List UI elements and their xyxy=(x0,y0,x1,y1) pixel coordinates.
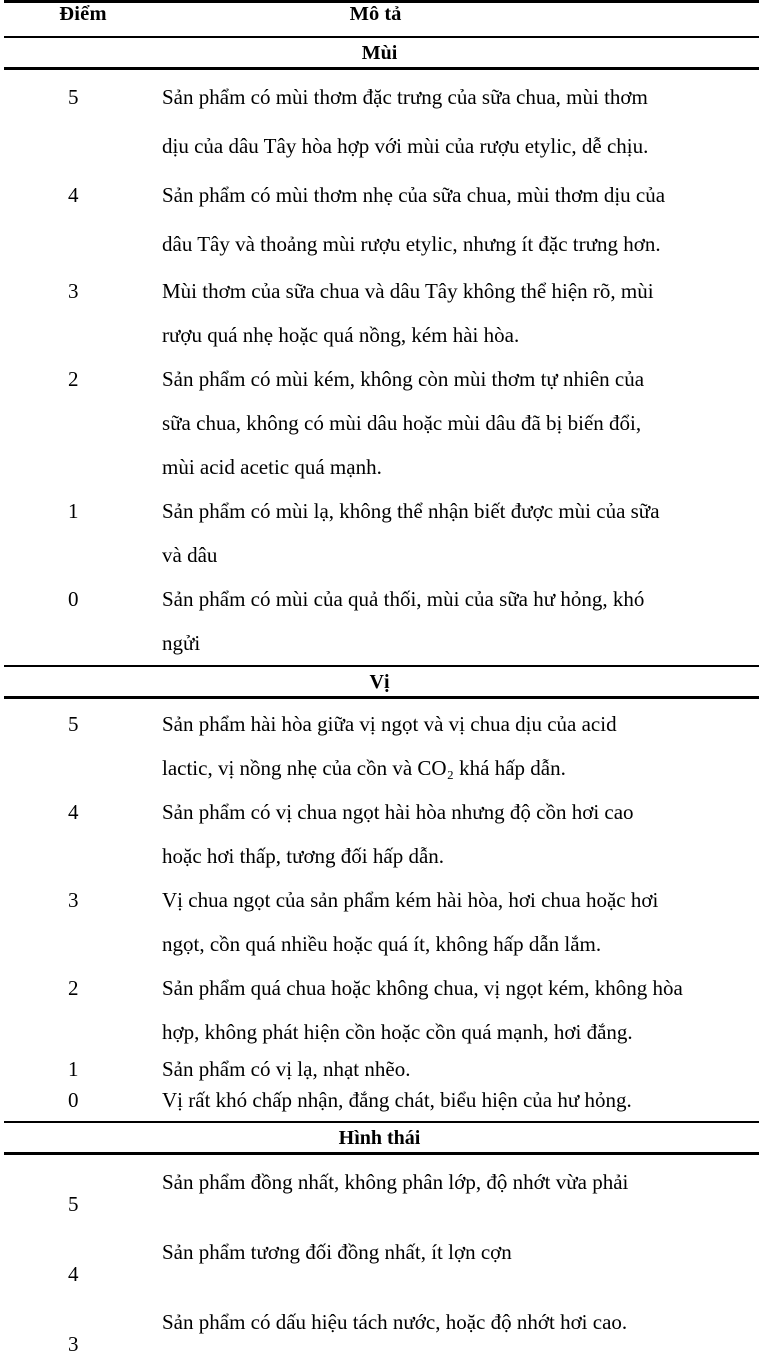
table-row xyxy=(4,269,759,357)
row-score: 3 xyxy=(68,278,79,303)
table-header-row xyxy=(4,3,759,36)
row-score: 5 xyxy=(68,711,79,736)
table-row xyxy=(4,1298,759,1368)
section-header-smell-label: Mùi xyxy=(361,42,398,64)
row-score: 3 xyxy=(68,887,79,912)
row-line: dịu của dâu Tây hòa hợp với mùi của rượu etylic, dễ chịu. xyxy=(162,133,649,158)
row-line: Sản phẩm có mùi kém, không còn mùi thơm tự nhiên của xyxy=(162,366,645,391)
sensory-scoring-table xyxy=(4,0,759,1368)
row-line: ngửi xyxy=(162,630,201,655)
row-line: sữa chua, không có mùi dâu hoặc mùi dâu đã bị biến đổi, xyxy=(162,410,642,435)
table-row xyxy=(4,357,759,489)
table-row xyxy=(4,489,759,577)
column-header-score: Điểm xyxy=(59,2,107,25)
row-line: Sản phẩm có mùi thơm nhẹ của sữa chua, mùi thơm dịu của xyxy=(162,182,666,207)
row-score: 4 xyxy=(68,182,79,207)
row-line: Sản phẩm có vị lạ, nhạt nhẽo. xyxy=(162,1056,411,1081)
row-line: Mùi thơm của sữa chua và dâu Tây không thể hiện rõ, mùi xyxy=(162,278,654,303)
row-score: 4 xyxy=(68,799,79,824)
row-line: Vị rất khó chấp nhận, đắng chát, biểu hiện của hư hỏng. xyxy=(162,1087,632,1112)
table-row xyxy=(4,171,759,269)
section-header-smell xyxy=(4,40,759,67)
table-row xyxy=(4,1155,759,1228)
row-score: 1 xyxy=(68,1056,79,1081)
row-line: Sản phẩm có mùi lạ, không thể nhận biết được mùi của sữa xyxy=(162,498,660,523)
table-row xyxy=(4,699,759,790)
row-line: rượu quá nhẹ hoặc quá nồng, kém hài hòa. xyxy=(162,322,520,347)
table-row xyxy=(4,1085,759,1116)
row-description xyxy=(162,966,759,1054)
row-line: Sản phẩm quá chua hoặc không chua, vị ngọt kém, không hòa xyxy=(162,975,683,1000)
table-row xyxy=(4,70,759,171)
table-row xyxy=(4,577,759,665)
section-header-appearance xyxy=(4,1125,759,1152)
row-score: 0 xyxy=(68,1087,79,1112)
row-description xyxy=(162,357,759,489)
table-row xyxy=(4,966,759,1054)
row-line: Sản phẩm tương đối đồng nhất, ít lợn cợn xyxy=(162,1239,512,1264)
table-row xyxy=(4,790,759,878)
row-line: Sản phẩm đồng nhất, không phân lớp, độ nhớt vừa phải xyxy=(162,1169,629,1194)
row-description xyxy=(162,73,759,171)
row-description xyxy=(162,1228,759,1276)
row-line: mùi acid acetic quá mạnh. xyxy=(162,454,382,479)
row-score: 0 xyxy=(68,586,79,611)
row-description xyxy=(162,1298,759,1346)
row-score: 2 xyxy=(68,366,79,391)
row-line: và dâu xyxy=(162,542,218,567)
row-score: 1 xyxy=(68,498,79,523)
column-header-description: Mô tả xyxy=(349,2,402,25)
section-header-taste-label: Vị xyxy=(369,671,390,693)
table-row xyxy=(4,878,759,966)
row-line: hợp, không phát hiện cồn hoặc cồn quá mạnh, hơi đắng. xyxy=(162,1019,633,1044)
section-header-appearance-label: Hình thái xyxy=(338,1127,421,1149)
row-line: Sản phẩm có mùi của quả thối, mùi của sữa hư hỏng, khó xyxy=(162,586,645,611)
row-line: Vị chua ngọt của sản phẩm kém hài hòa, hơi chua hoặc hơi xyxy=(162,887,659,912)
row-description xyxy=(162,577,759,665)
row-description xyxy=(162,878,759,966)
row-line: Sản phẩm hài hòa giữa vị ngọt và vị chua dịu của acid xyxy=(162,711,617,736)
row-description xyxy=(162,790,759,878)
row-line: Sản phẩm có mùi thơm đặc trưng của sữa chua, mùi thơm xyxy=(162,84,648,109)
row-score: 2 xyxy=(68,975,79,1000)
row-description xyxy=(162,489,759,577)
row-line: Sản phẩm có vị chua ngọt hài hòa nhưng độ cồn hơi cao xyxy=(162,799,634,824)
row-description xyxy=(162,702,759,790)
row-description xyxy=(162,269,759,357)
row-line: Sản phẩm có dấu hiệu tách nước, hoặc độ nhớt hơi cao. xyxy=(162,1309,628,1334)
table-row xyxy=(4,1228,759,1298)
section-header-taste xyxy=(4,669,759,696)
row-score: 5 xyxy=(68,1191,79,1216)
row-score: 5 xyxy=(68,84,79,109)
row-score: 3 xyxy=(68,1331,79,1356)
row-line: ngọt, cồn quá nhiều hoặc quá ít, không hấp dẫn lắm. xyxy=(162,931,602,956)
row-line: lactic, vị nồng nhẹ của cồn và CO₂ khá hấp dẫn. xyxy=(162,755,566,780)
row-description xyxy=(162,1085,759,1116)
row-description xyxy=(162,1158,759,1206)
row-line: dâu Tây và thoảng mùi rượu etylic, nhưng ít đặc trưng hơn. xyxy=(162,231,661,256)
row-score: 4 xyxy=(68,1261,79,1286)
row-description xyxy=(162,171,759,269)
row-line: hoặc hơi thấp, tương đối hấp dẫn. xyxy=(162,843,445,868)
